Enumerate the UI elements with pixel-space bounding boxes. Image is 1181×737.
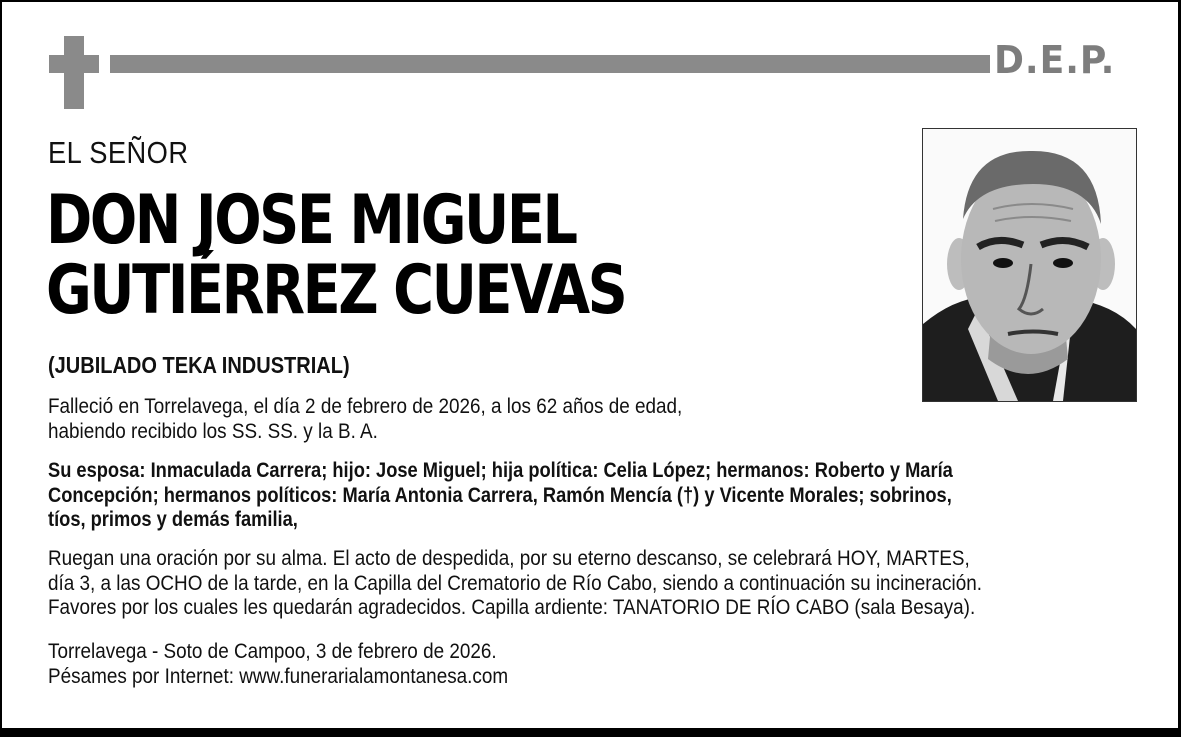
place-date: Torrelavega - Soto de Campoo, 3 de febrero de 2026.: [48, 640, 497, 663]
footer: [48, 640, 508, 689]
condolences-link: Pésames por Internet: www.funerarialamontanesa.com: [48, 664, 509, 688]
family-line: Concepción; hermanos políticos: María Antonia Carrera, Ramón Mencía (†) y Vicente Morales; sobrinos,: [48, 482, 952, 507]
dep-label: D.E.P.: [994, 38, 1116, 82]
cross-icon-arm: [49, 55, 99, 73]
header-rule: [110, 55, 990, 73]
occupation: (JUBILADO TEKA INDUSTRIAL): [48, 352, 350, 378]
deceased-name: [46, 181, 626, 330]
family-line: Su esposa: Inmaculada Carrera; hijo: Jose Miguel; hija política: Celia López; hermanos: Roberto y María: [48, 458, 953, 482]
death-notice: [48, 395, 682, 444]
name-line-2: GUTIÉRREZ CUEVAS: [46, 251, 626, 330]
honorific: EL SEÑOR: [48, 135, 189, 170]
obituary-card: [2, 2, 1178, 728]
family-line: tíos, primos y demás familia,: [48, 507, 298, 531]
ceremony-details: [48, 547, 982, 621]
death-notice-line: Falleció en Torrelavega, el día 2 de febrero de 2026, a los 62 años de edad,: [48, 395, 683, 418]
portrait-image: [923, 129, 1136, 401]
portrait-photo: [922, 128, 1137, 402]
ceremony-line: Favores por los cuales les quedarán agradecidos. Capilla ardiente: TANATORIO DE RÍO CABO (sala Besaya).: [48, 596, 976, 619]
name-line-1: DON JOSE MIGUEL: [46, 181, 576, 260]
family-list: [48, 458, 953, 532]
ceremony-line: Ruegan una oración por su alma. El acto de despedida, por su eterno descanso, se celebrará HOY, MARTES,: [48, 547, 970, 570]
ceremony-line: día 3, a las OCHO de la tarde, en la Capilla del Crematorio de Río Cabo, siendo a continuación su incineración.: [48, 571, 982, 595]
death-notice-line: habiendo recibido los SS. SS. y la B. A.: [48, 419, 378, 443]
